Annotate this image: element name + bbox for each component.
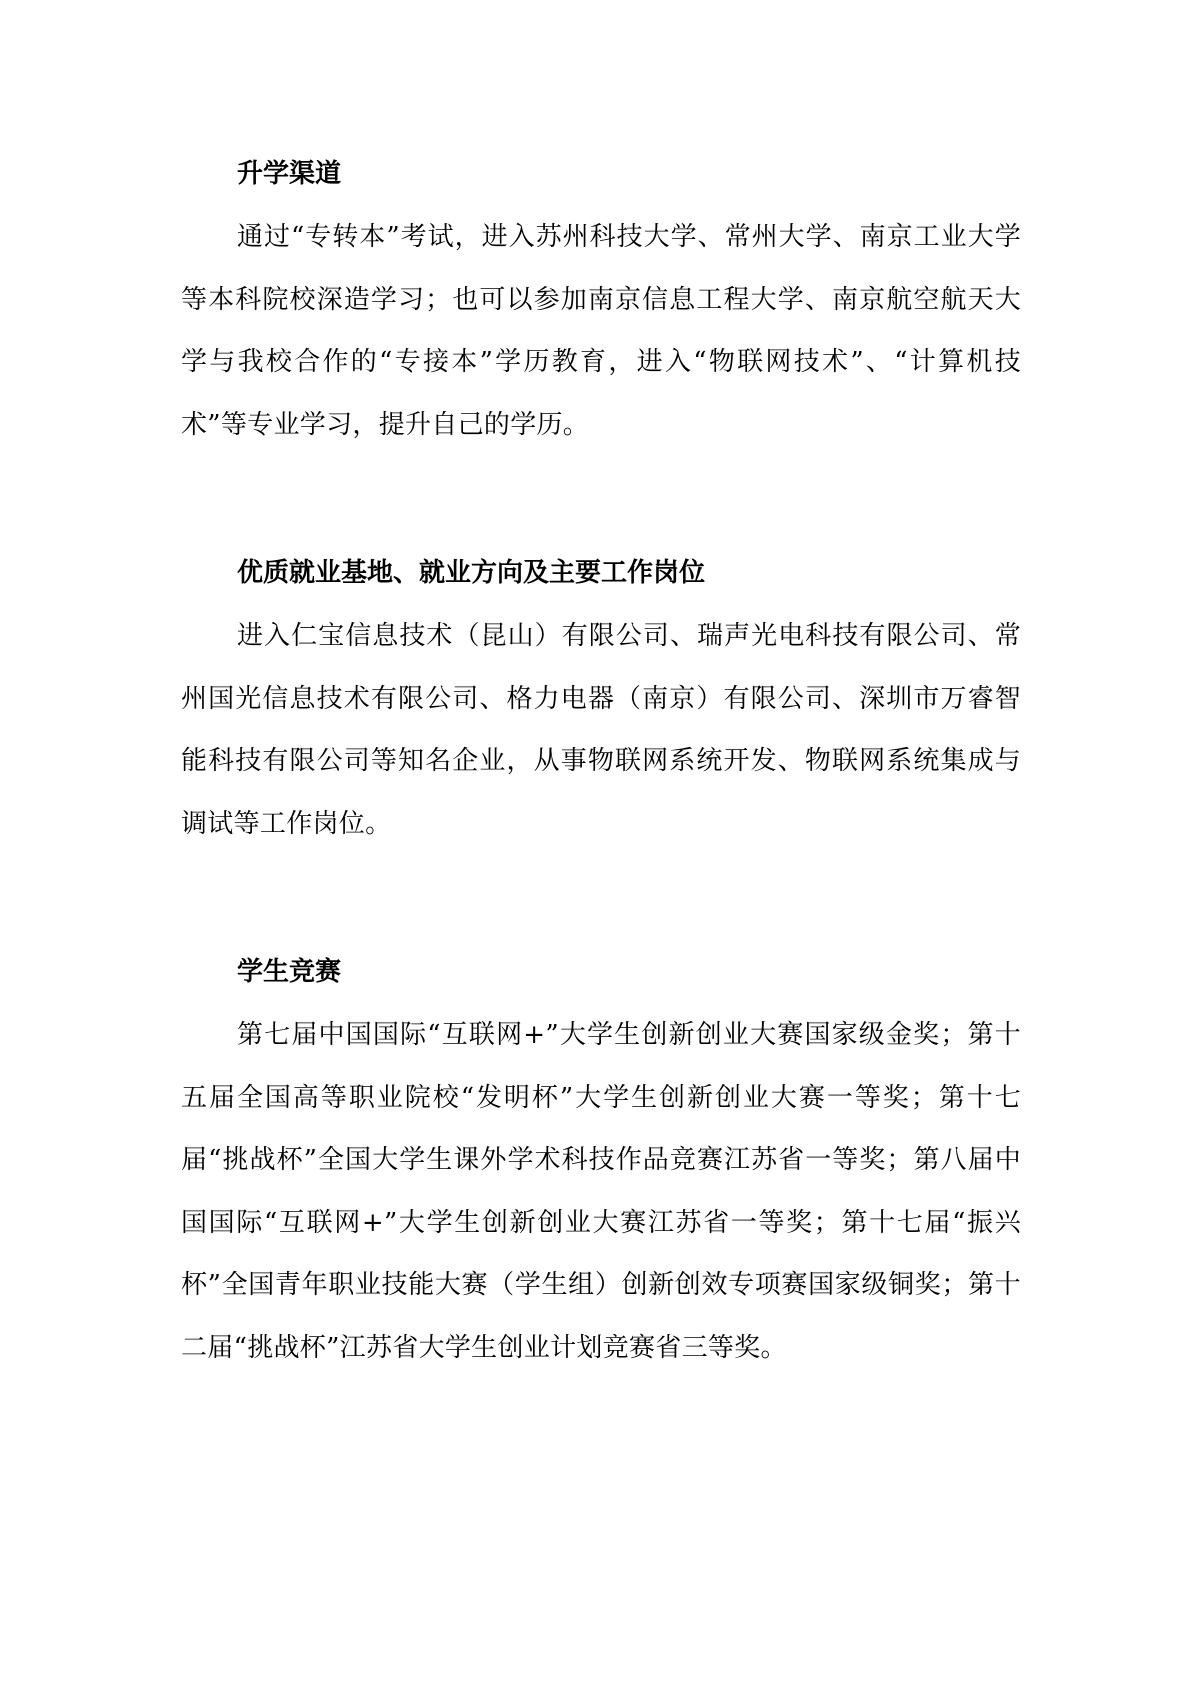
section-paragraph: 通过“专转本”考试，进入苏州科技大学、常州大学、南京工业大学等本科院校深造学习；也可以参加南京信息工程大学、南京航空航天大学与我校合作的“专接本”学历教育，进入“物联网技术”、“计算机技术”等专业学习，提升自己的学历。 xyxy=(181,222,1021,440)
section-heading: 学生竞赛 xyxy=(237,957,342,987)
document-content xyxy=(181,152,1021,1379)
section-paragraph: 第七届中国国际“互联网+”大学生创新创业大赛国家级金奖；第十五届全国高等职业院校“发明杯”大学生创新创业大赛一等奖；第十七届“挑战杯”全国大学生课外学术科技作品竞赛江苏省一等奖；第八届中国国际“互联网+”大学生创新创业大赛江苏省一等奖；第十七届“振兴杯”全国青年职业技能大赛（学生组）创新创效专项赛国家级铜奖；第十二届“挑战杯”江苏省大学生创业计划竞赛省三等奖。 xyxy=(181,1020,1021,1363)
section-heading: 升学渠道 xyxy=(237,159,342,189)
section-competitions xyxy=(181,950,1021,1379)
section-heading: 优质就业基地、就业方向及主要工作岗位 xyxy=(237,558,706,588)
section-employment xyxy=(181,551,1021,855)
section-admission-channels xyxy=(181,152,1021,456)
section-paragraph: 进入仁宝信息技术（昆山）有限公司、瑞声光电科技有限公司、常州国光信息技术有限公司、格力电器（南京）有限公司、深圳市万睿智能科技有限公司等知名企业，从事物联网系统开发、物联网系统集成与调试等工作岗位。 xyxy=(181,621,1021,839)
